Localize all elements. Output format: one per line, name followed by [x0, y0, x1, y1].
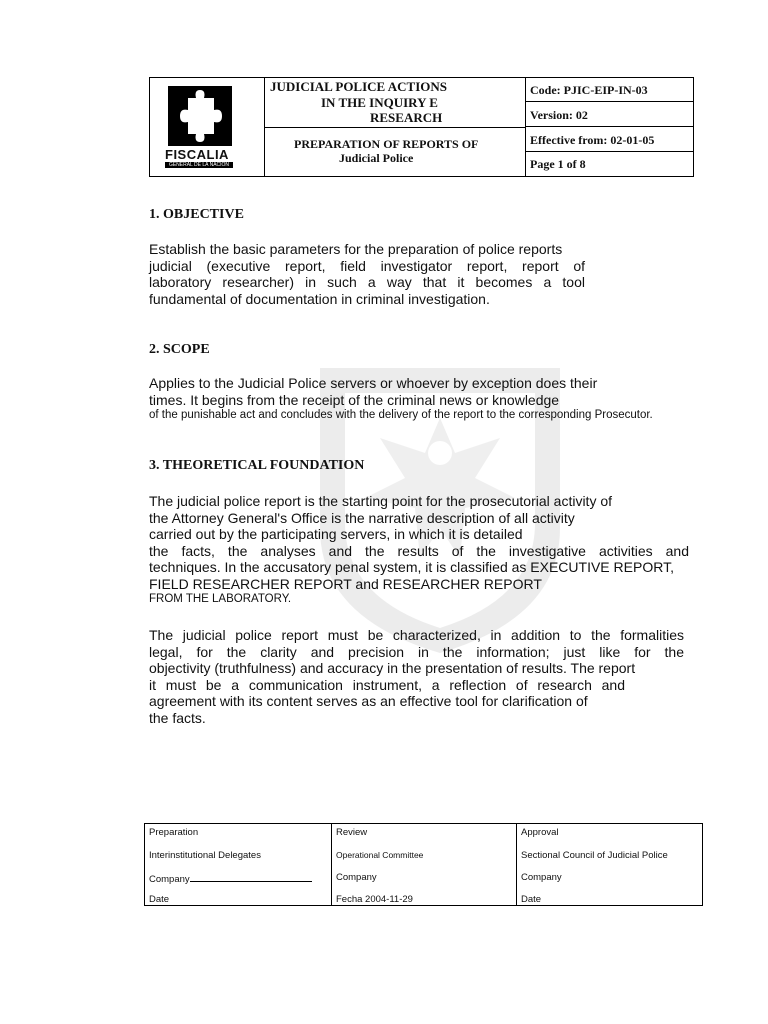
review-date: Fecha 2004-11-29	[336, 894, 413, 905]
text-line: fundamental of documentation in criminal investigation.	[149, 290, 490, 307]
text-line: The judicial police report must be characterized, in addition to the formalities	[149, 627, 684, 643]
text-line: it must be a communication instrument, a reflection of research and	[149, 676, 625, 693]
text-line: the facts.	[149, 709, 206, 726]
section-heading-objective: 1. OBJECTIVE	[149, 207, 244, 222]
section-heading-scope: 2. SCOPE	[149, 342, 210, 357]
preparation-label: Preparation	[149, 827, 199, 838]
document-subtitle	[264, 128, 526, 176]
review-column	[332, 824, 517, 905]
fiscalia-logo-icon	[168, 86, 232, 146]
theory-paragraph-2	[149, 627, 684, 726]
approval-date: Date	[521, 894, 542, 905]
review-by: Operational Committee	[336, 850, 424, 860]
text-line: judicial (executive report, field investigator report, report of	[149, 257, 585, 274]
text-line: times. It begins from the receipt of the criminal news or knowledge	[149, 391, 560, 408]
approval-by: Sectional Council of Judicial Police	[521, 850, 668, 861]
subtitle-line: PREPARATION OF REPORTS OF	[294, 137, 479, 151]
preparation-company	[149, 872, 312, 885]
title-line: IN THE INQUIRY E	[321, 95, 438, 110]
text-line: Applies to the Judicial Police servers or whoever by exception does their	[149, 375, 598, 391]
document-title	[264, 78, 526, 128]
preparation-date: Date	[149, 894, 170, 905]
logo-name: FISCALIA	[165, 147, 229, 162]
approval-column	[517, 824, 702, 905]
document-code: Code: PJIC-EIP-IN-03	[526, 78, 693, 102]
text-line: laboratory researcher) in such a way that it becomes a tool	[149, 274, 585, 290]
page-number: Page 1 of 8	[530, 157, 586, 171]
approval-company: Company	[521, 872, 562, 883]
text-line: techniques. In the accusatory penal system, it is classified as EXECUTIVE REPORT,	[149, 559, 674, 575]
preparation-by: Interinstitutional Delegates	[149, 850, 261, 861]
document-header	[149, 77, 694, 177]
logo-subtitle: GENERAL DE LA NACION	[165, 162, 233, 168]
theory-paragraph-1	[149, 493, 689, 606]
document-version: Version: 02	[526, 103, 693, 127]
company-label: Company	[149, 874, 190, 885]
text-line: legal, for the clarity and precision in the information; just like for the	[149, 643, 684, 660]
text-line: the Attorney General's Office is the narrative description of all activity	[149, 509, 575, 526]
section-heading-theoretical-foundation: 3. THEORETICAL FOUNDATION	[149, 458, 365, 473]
logo-cell	[150, 78, 265, 176]
review-label: Review	[336, 827, 368, 838]
text-line: carried out by the participating servers, in which it is detailed	[149, 526, 523, 542]
effective-date: Effective from: 02-01-05	[526, 128, 693, 152]
text-line: FIELD RESEARCHER REPORT and RESEARCHER REPORT	[149, 575, 542, 592]
text-line: of the punishable act and concludes with the delivery of the report to the corresponding Prosecutor.	[149, 409, 653, 421]
text-line: The judicial police report is the starting point for the prosecutorial activity of	[149, 493, 613, 509]
text-line: the facts, the analyses and the results of the investigative activities and	[149, 542, 689, 559]
text-line: agreement with its content serves as an effective tool for clarification of	[149, 693, 588, 709]
approval-label: Approval	[521, 827, 559, 838]
scope-paragraph	[149, 375, 653, 422]
title-line: RESEARCH	[370, 110, 443, 125]
text-line: Establish the basic parameters for the preparation of police reports	[149, 241, 563, 257]
text-line: objectivity (truthfulness) and accuracy in the presentation of results. The report	[149, 660, 636, 676]
approval-footer-table	[144, 823, 703, 906]
subtitle-line: Judicial Police	[339, 151, 414, 165]
text-line: FROM THE LABORATORY.	[149, 593, 292, 605]
preparation-column	[145, 824, 332, 905]
objective-paragraph	[149, 241, 585, 307]
signature-line	[190, 872, 312, 882]
title-line: JUDICIAL POLICE ACTIONS	[270, 79, 447, 94]
review-company: Company	[336, 872, 377, 883]
